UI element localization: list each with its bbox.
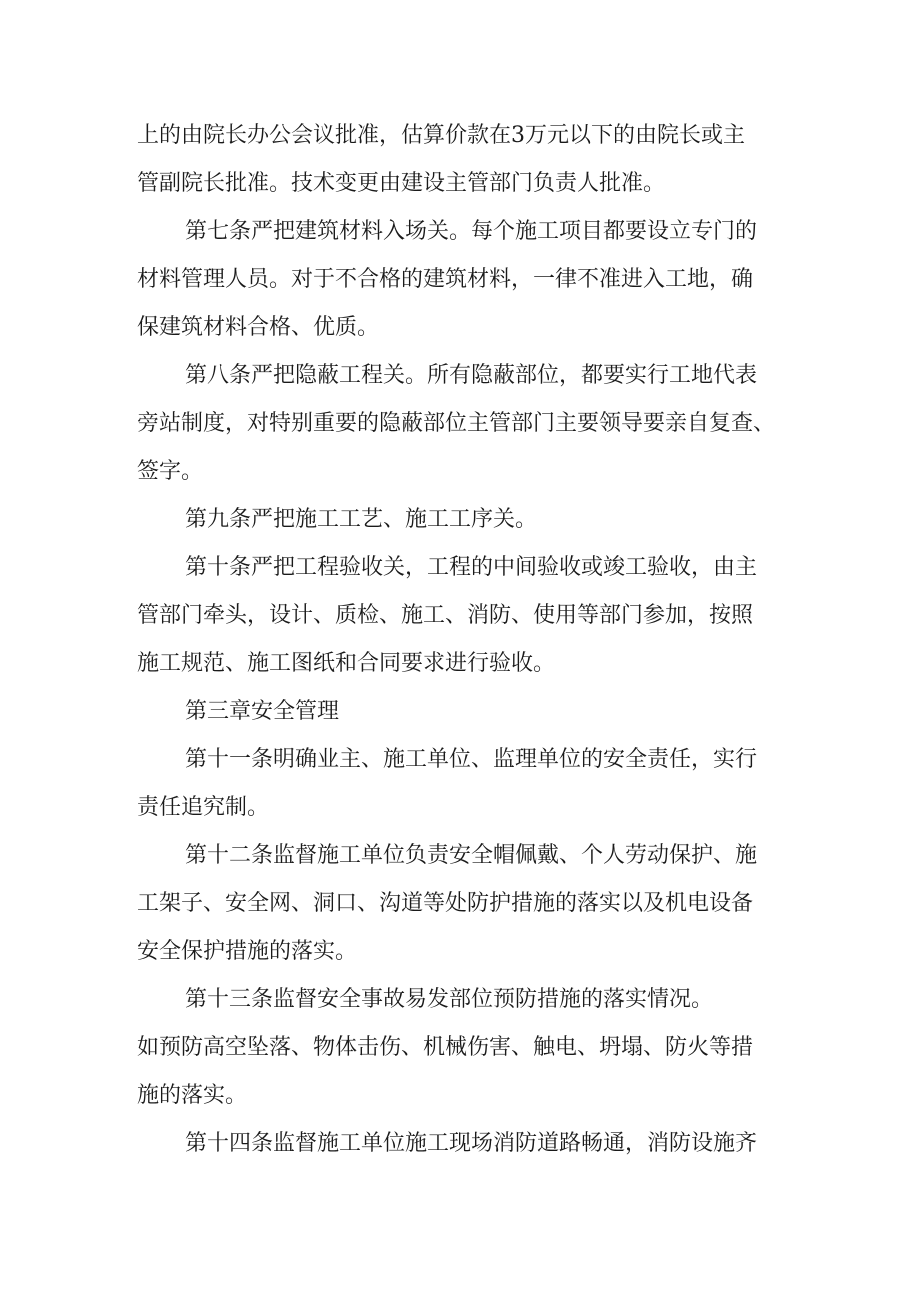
text-line: 旁站制度，对特别重要的隐蔽部位主管部门主要领导要亲自复查、 [137,411,776,436]
text-line: 材料管理人员。对于不合格的建筑材料，一律不准进入工地，确 [137,267,754,292]
document-body [137,112,797,1168]
article-10-heading: 第十条严把工程验收关，工程的中间验收或竣工验收，由主 [185,555,758,580]
text-line: 保建筑材料合格、优质。 [137,315,380,340]
text-line: 管副院长批准。技术变更由建设主管部门负责人批准。 [137,171,666,196]
article-13-heading: 第十三条监督安全事故易发部位预防措施的落实情况。 [185,987,714,1012]
article-12-heading: 第十二条监督施工单位负责安全帽佩戴、个人劳动保护、施 [185,843,758,868]
text-line: 上的由院长办公会议批准，估算价款在3万元以下的由院长或主 [137,123,745,148]
chapter-3-heading: 第三章安全管理 [185,699,340,724]
text-line: 工架子、安全网、洞口、沟道等处防护措施的落实以及机电设备 [137,891,754,916]
text-line: 如预防高空坠落、物体击伤、机械伤害、触电、坍塌、防火等措 [137,1035,754,1060]
text-line: 责任追究制。 [137,795,270,820]
article-11-heading: 第十一条明确业主、施工单位、监理单位的安全责任，实行 [185,747,758,772]
article-9-heading: 第九条严把施工工艺、施工工序关。 [185,507,538,532]
text-line: 施工规范、施工图纸和合同要求进行验收。 [137,651,556,676]
article-7-heading: 第七条严把建筑材料入场关。每个施工项目都要设立专门的 [185,219,758,244]
text-line: 签字。 [137,459,204,484]
text-line: 安全保护措施的落实。 [137,939,358,964]
text-line: 施的落实。 [137,1083,248,1108]
article-8-heading: 第八条严把隐蔽工程关。所有隐蔽部位，都要实行工地代表 [185,363,758,388]
text-line: 管部门牵头，设计、质检、施工、消防、使用等部门参加，按照 [137,603,754,628]
article-14-heading: 第十四条监督施工单位施工现场消防道路畅通，消防设施齐 [185,1131,758,1156]
